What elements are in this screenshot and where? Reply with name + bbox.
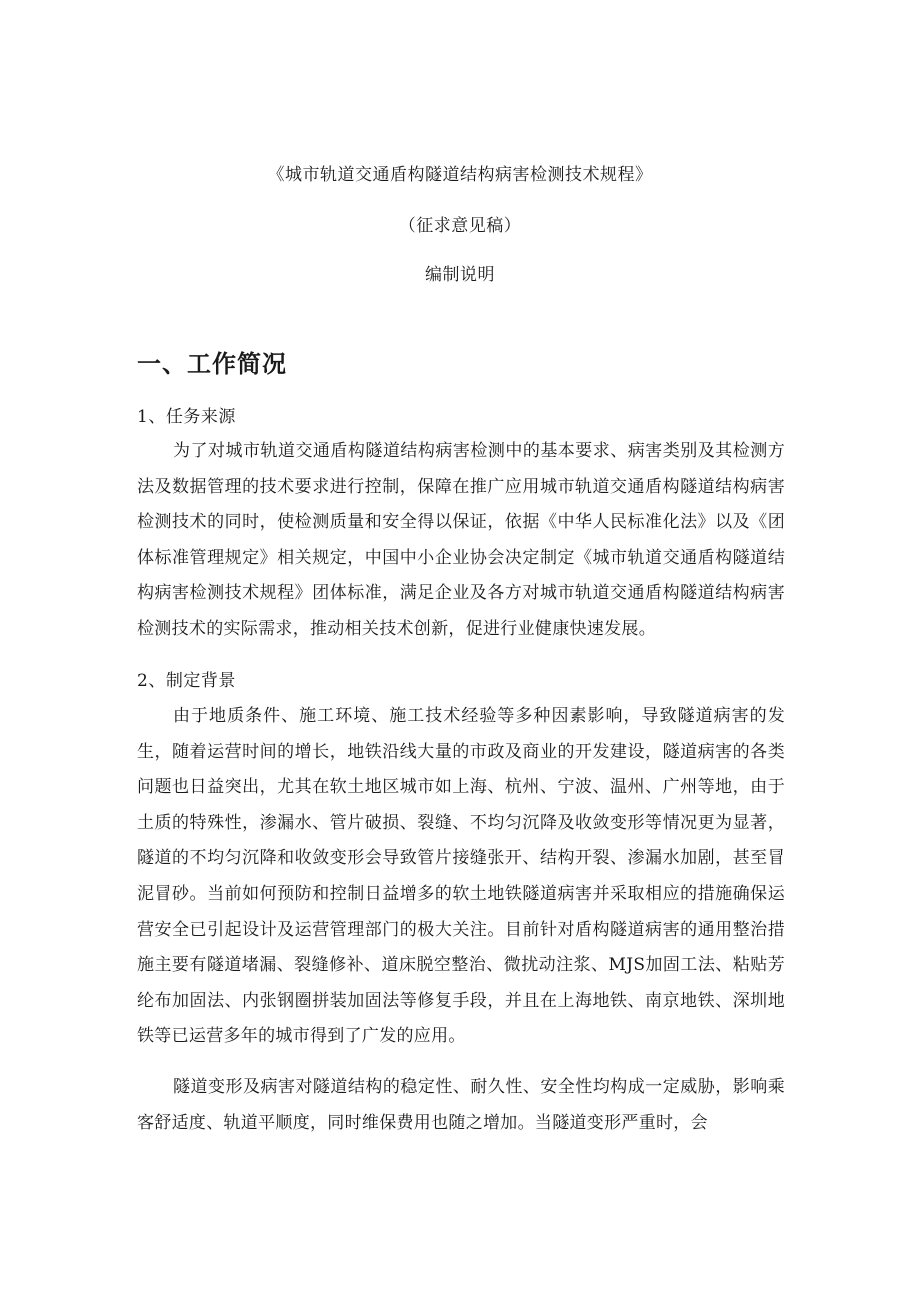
paragraph-background-1: 由于地质条件、施工环境、施工技术经验等多种因素影响，导致隧道病害的发生，随着运营时间的增长，地铁沿线大量的市政及商业的开发建设，隧道病害的各类问题也日益突出，尤其在软土地区城市如上海、杭州、宁波、温州、广州等地，由于土质的特殊性，渗漏水、管片破损、裂缝、不均匀沉降及收敛变形等情况更为显著，隧道的不均匀沉降和收敛变形会导致管片接缝张开、结构开裂、渗漏水加剧，甚至冒泥冒砂。当前如何预防和控制日益增多的软土地铁隧道病害并采取相应的措施确保运营安全已引起设计及运营管理部门的极大关注。目前针对盾构隧道病害的通用整治措施主要有隧道堵漏、裂缝修补、道床脱空整治、微扰动注浆、MJS加固工法、粘贴芳纶布加固法、内张钢圈拼装加固法等修复手段，并且在上海地铁、南京地铁、深圳地铁等已运营多年的城市得到了广发的应用。 <box>137 706 785 1047</box>
document-type: 编制说明 <box>425 265 495 285</box>
document-subtitle: （征求意见稿） <box>398 216 522 236</box>
paragraph-background-2: 隧道变形及病害对隧道结构的稳定性、耐久性、安全性均构成一定威胁，影响乘客舒适度、轨道平顺度，同时维保费用也随之增加。当隧道变形严重时，会 <box>137 1077 785 1133</box>
document-title: 《城市轨道交通盾构隧道结构病害检测技术规程》 <box>267 165 653 185</box>
section-heading-work-overview: 一、工作简况 <box>137 350 287 378</box>
paragraph-task-source: 为了对城市轨道交通盾构隧道结构病害检测中的基本要求、病害类别及其检测方法及数据管理的技术要求进行控制，保障在推广应用城市轨道交通盾构隧道结构病害检测技术的同时，使检测质量和安全得以保证，依据《中华人民标准化法》以及《团体标准管理规定》相关规定，中国中小企业协会决定制定《城市轨道交通盾构隧道结构病害检测技术规程》团体标准，满足企业及各方对城市轨道交通盾构隧道结构病害检测技术的实际需求，推动相关技术创新，促进行业健康快速发展。 <box>137 441 785 639</box>
subsection-heading-background: 2、制定背景 <box>137 671 236 691</box>
subsection-heading-task-source: 1、任务来源 <box>137 407 236 427</box>
